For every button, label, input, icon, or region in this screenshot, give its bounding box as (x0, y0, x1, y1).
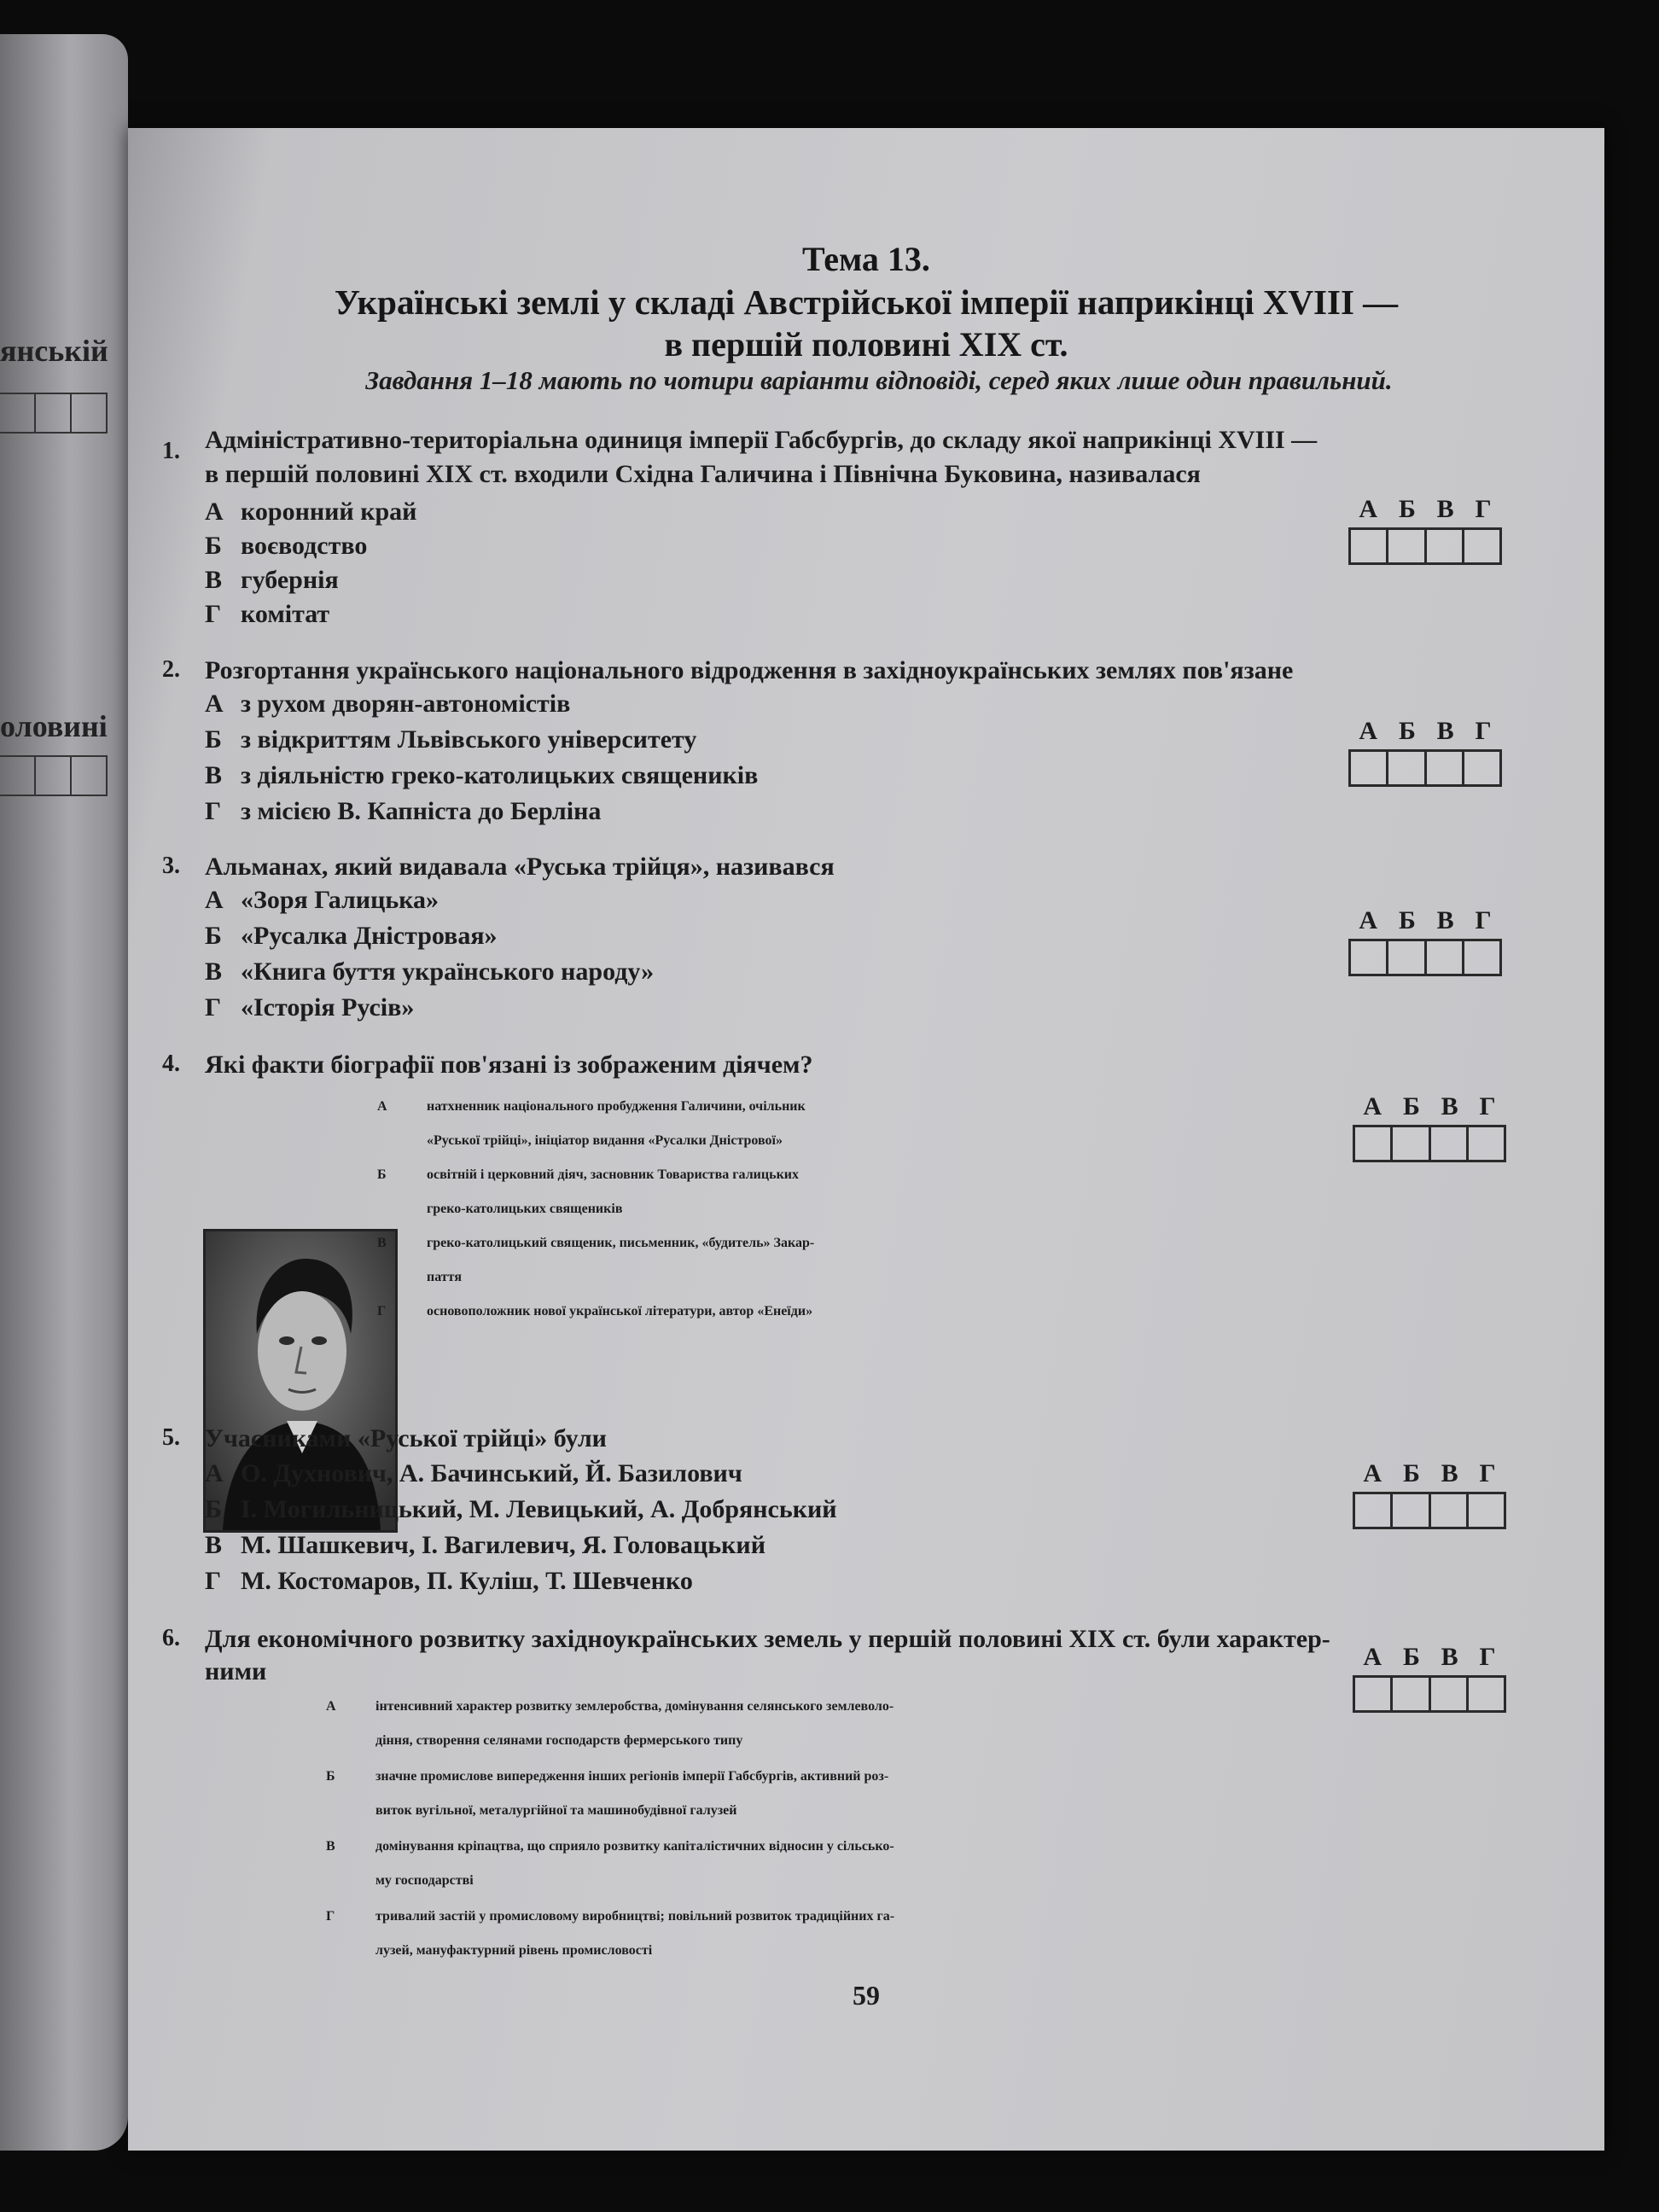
answer-grid-q4[interactable]: А Б В Г (1353, 1092, 1506, 1162)
answer-cell[interactable] (1386, 527, 1426, 565)
left-page-fragment: оловині (0, 709, 108, 743)
question-text: ними (205, 1657, 267, 1685)
answer-cell[interactable] (1424, 527, 1464, 565)
question-number: 3. (162, 853, 180, 879)
workbook-page (128, 128, 1604, 2151)
answer-grid-q5[interactable]: А Б В Г (1353, 1459, 1506, 1529)
option-h: Г тривалий застій у промисловому виробництві; повільний розвиток традиційних га- лузей, мануфактурний рівень промисловості (326, 1909, 895, 1958)
question-number: 2. (162, 656, 180, 683)
answer-cell[interactable] (1429, 1125, 1469, 1162)
answer-cell[interactable] (1466, 1492, 1506, 1529)
option-h: Г з місією В. Капніста до Берліна (205, 797, 602, 825)
answer-cell[interactable] (1348, 749, 1388, 787)
option-h: Г основоположник нової української літератури, автор «Енеїди» (377, 1304, 813, 1318)
answer-cell[interactable] (1429, 1492, 1469, 1529)
answer-cell[interactable] (1390, 1675, 1430, 1713)
option-a: А О. Духнович, А. Бачинський, Й. Базилович (205, 1459, 742, 1487)
theme-number: Тема 13. (802, 240, 930, 278)
answer-cell[interactable] (1390, 1492, 1430, 1529)
question-number: 5. (162, 1424, 180, 1451)
option-b: Б освітній і церковний діяч, засновник Товариства галицьких греко-католицьких священиків (377, 1167, 799, 1216)
page-title-continued: в першій половині XIX ст. (664, 325, 1068, 364)
answer-cell[interactable] (1353, 1125, 1393, 1162)
answer-cell[interactable] (1348, 527, 1388, 565)
option-v: В з діяльністю греко-католицьких священиків (205, 761, 759, 789)
answer-grid-q3[interactable]: А Б В Г (1348, 906, 1502, 976)
option-b: Б значне промислове випередження інших регіонів імперії Габсбургів, активний роз- виток вугільної, металургійної та машинобудівної галузей (326, 1769, 889, 1818)
answer-cell[interactable] (1424, 749, 1464, 787)
option-b: Б воєводство (205, 532, 368, 560)
question-text: Учасниками «Руської трійці» були (205, 1424, 607, 1452)
question-text: Адміністративно-територіальна одиниця імперії Габсбургів, до складу якої наприкінці XVIII — (205, 426, 1318, 454)
option-v: В М. Шашкевич, І. Вагилевич, Я. Головацький (205, 1531, 765, 1559)
option-a: А «Зоря Галицька» (205, 886, 439, 914)
option-v: В домінування кріпацтва, що сприяло розвитку капіталістичних відносин у сільсько- му господарстві (326, 1839, 894, 1888)
option-b: Б «Русалка Дністровая» (205, 922, 498, 950)
question-text: Які факти біографії пов'язані із зображеним діячем? (205, 1051, 813, 1079)
option-h: Г М. Костомаров, П. Куліш, Т. Шевченко (205, 1567, 693, 1595)
option-a: А інтенсивний характер розвитку землеробства, домінування селянського землеволо- діння, створення селянами господарств фермерського типу (326, 1699, 894, 1748)
answer-cell[interactable] (1466, 1125, 1506, 1162)
answer-grid-q1[interactable]: А Б В Г (1348, 495, 1502, 565)
answer-cell[interactable] (1424, 939, 1464, 976)
question-number: 1. (162, 438, 180, 464)
option-h: Г «Історія Русів» (205, 993, 415, 1022)
option-a: А коронний край (205, 498, 417, 526)
answer-cell[interactable] (1386, 939, 1426, 976)
left-page-answer-boxes (0, 755, 108, 796)
option-v: В губернія (205, 566, 339, 594)
question-text: в першій половині XIX ст. входили Східна Галичина і Північна Буковина, називалася (205, 460, 1201, 488)
answer-cell[interactable] (1348, 939, 1388, 976)
answer-cell[interactable] (1390, 1125, 1430, 1162)
page-number: 59 (853, 1980, 880, 2011)
answer-cell[interactable] (1462, 749, 1502, 787)
option-v: В греко-католицький священик, письменник, «будитель» Закар- паття (377, 1236, 815, 1284)
left-page-fragment: янській (0, 334, 108, 368)
question-text: Для економічного розвитку західноукраїнських земель у першій половині XIX ст. були характер- (205, 1625, 1330, 1653)
option-h: Г комітат (205, 600, 330, 628)
option-v: В «Книга буття українського народу» (205, 958, 655, 986)
answer-grid-q2[interactable]: А Б В Г (1348, 717, 1502, 787)
question-number: 4. (162, 1051, 180, 1077)
page-title: Українські землі у складі Австрійської імперії наприкінці XVIII — (334, 282, 1399, 322)
task-instructions: Завдання 1–18 мають по чотири варіанти відповіді, серед яких лише один правильний. (365, 365, 1393, 395)
question-number: 6. (162, 1625, 180, 1651)
answer-cell[interactable] (1466, 1675, 1506, 1713)
answer-cell[interactable] (1353, 1492, 1393, 1529)
left-page-edge (0, 34, 128, 2151)
answer-cell[interactable] (1429, 1675, 1469, 1713)
option-b: Б з відкриттям Львівського університету (205, 725, 697, 754)
question-text: Альманах, який видавала «Руська трійця», називався (205, 853, 835, 881)
left-page-answer-boxes (0, 393, 108, 434)
option-a: А натхненник національного пробудження Галичини, очільник «Руської трійці», ініціатор видання «Русалки Дністрової» (377, 1099, 806, 1148)
answer-cell[interactable] (1386, 749, 1426, 787)
answer-cell[interactable] (1353, 1675, 1393, 1713)
option-a: А з рухом дворян-автономістів (205, 690, 571, 718)
answer-cell[interactable] (1462, 527, 1502, 565)
question-text: Розгортання українського національного відродження в західноукраїнських землях пов'язане (205, 656, 1294, 684)
option-b: Б І. Могильницький, М. Левицький, А. Добрянський (205, 1495, 837, 1523)
answer-cell[interactable] (1462, 939, 1502, 976)
answer-grid-q6[interactable]: А Б В Г (1353, 1643, 1506, 1713)
